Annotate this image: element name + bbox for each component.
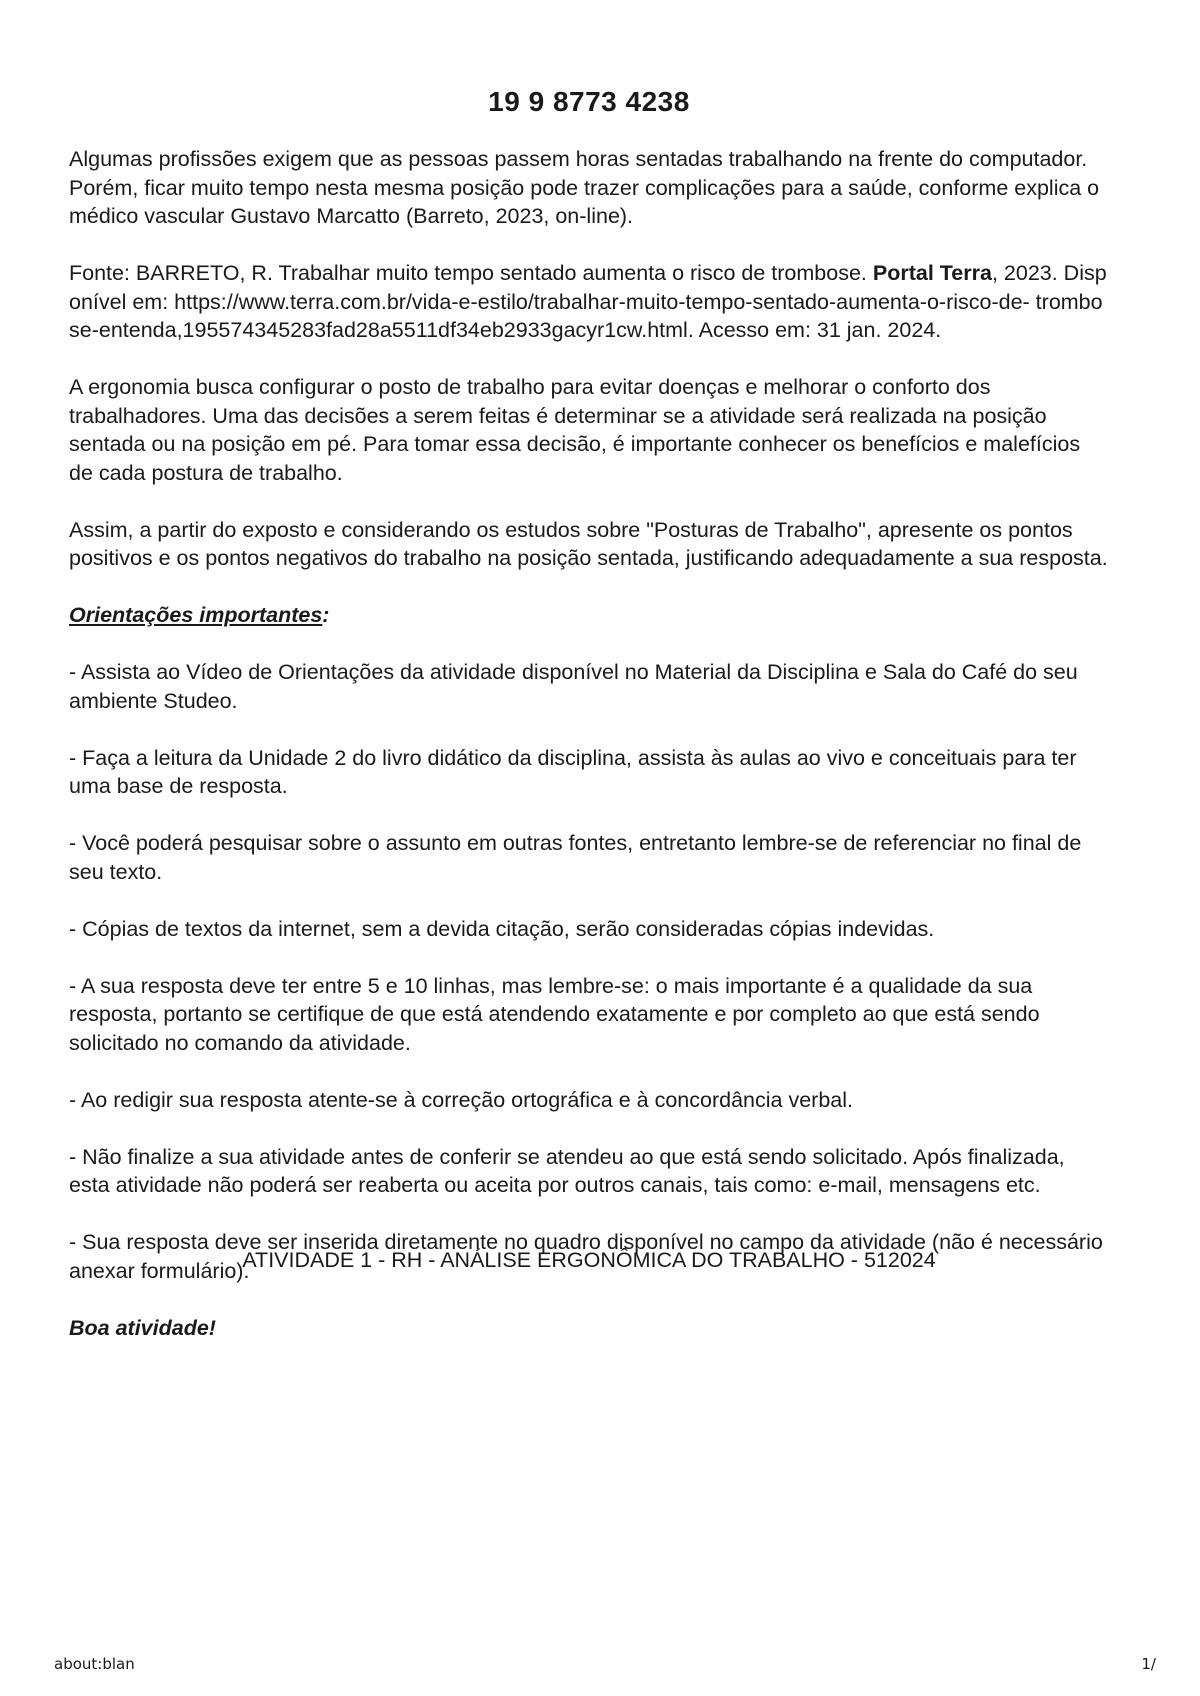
list-item: - Cópias de textos da internet, sem a devida citação, serão consideradas cópias indevidas.	[69, 916, 935, 941]
orientacoes-heading-text: Orientações importantes	[69, 603, 323, 627]
source-prefix: Fonte: BARRETO, R. Trabalhar muito tempo sentado aumenta o risco de trombose.	[69, 261, 873, 285]
closing-text: Boa atividade!	[69, 1315, 216, 1340]
source-suffix: , 2023. Disponível em: https://www.terra.com.br/vida-e-estilo/trabalhar-muito-tempo-sentado-aumenta-o-risco-de- trombose-entenda,195574345283fad28a5511df34eb2933gacyr1cw.html. Acesso em: 31 jan. 2024.	[69, 261, 1107, 342]
question-paragraph: Assim, a partir do exposto e considerando os estudos sobre "Posturas de Trabalho", apresente os pontos positivos e os pontos negativos do trabalho na posição sentada, justificando adequadamente a sua resposta.	[69, 517, 1108, 570]
list-item: - Não finalize a sua atividade antes de conferir se atendeu ao que está sendo solicitado. Após finalizada, esta atividade não poderá ser reaberta ou aceita por outros canais, tais como: e-mail, mensagens etc.	[69, 1144, 1065, 1197]
phone-number-heading: 19 9 8773 4238	[488, 86, 690, 117]
activity-title: ATIVIDADE 1 - RH - ANÁLISE ERGONÔMICA DO TRABALHO - 512024	[242, 1248, 936, 1272]
list-item: - A sua resposta deve ter entre 5 e 10 linhas, mas lembre-se: o mais importante é a qualidade da sua resposta, portanto se certifique de que está atendendo exatamente e por completo ao que está sendo solicitado no comando da atividade.	[69, 973, 1040, 1055]
list-item: - Você poderá pesquisar sobre o assunto em outras fontes, entretanto lembre-se de referenciar no final de seu texto.	[69, 831, 1082, 884]
list-item: - Faça a leitura da Unidade 2 do livro didático da disciplina, assista às aulas ao vivo e conceituais para ter uma base de resposta.	[69, 745, 1077, 798]
ergonomia-paragraph: A ergonomia busca configurar o posto de trabalho para evitar doenças e melhorar o conforto dos trabalhadores. Uma das decisões a serem feitas é determinar se a atividade será realizada na posição sentada ou na posição em pé. Para tomar essa decisão, é importante conhecer os benefícios e malefícios de cada postura de trabalho.	[69, 375, 1081, 485]
document-body	[69, 145, 1109, 1371]
orientacoes-list	[69, 658, 1109, 1285]
footer-page-number: 1/	[1141, 1655, 1156, 1673]
intro-paragraph: Algumas profissões exigem que as pessoas passem horas sentadas trabalhando na frente do computador. Porém, ficar muito tempo nesta mesma posição pode trazer complicações para a saúde, conforme explica o médico vascular Gustavo Marcatto (Barreto, 2023, on-line).	[69, 147, 1100, 228]
orientacoes-heading-colon: :	[322, 603, 330, 627]
source-portal: Portal Terra	[872, 261, 992, 285]
source-paragraph	[69, 259, 1109, 345]
footer-url: about:blan	[54, 1655, 135, 1673]
orientacoes-heading	[69, 601, 1109, 630]
list-item: - Ao redigir sua resposta atente-se à correção ortográfica e à concordância verbal.	[69, 1087, 853, 1112]
list-item: - Sua resposta deve ser inserida diretamente no quadro disponível no campo da atividade (não é necessário anexar formulário).	[69, 1230, 1103, 1283]
list-item: - Assista ao Vídeo de Orientações da atividade disponível no Material da Disciplina e Sala do Café do seu ambiente Studeo.	[69, 660, 1078, 713]
